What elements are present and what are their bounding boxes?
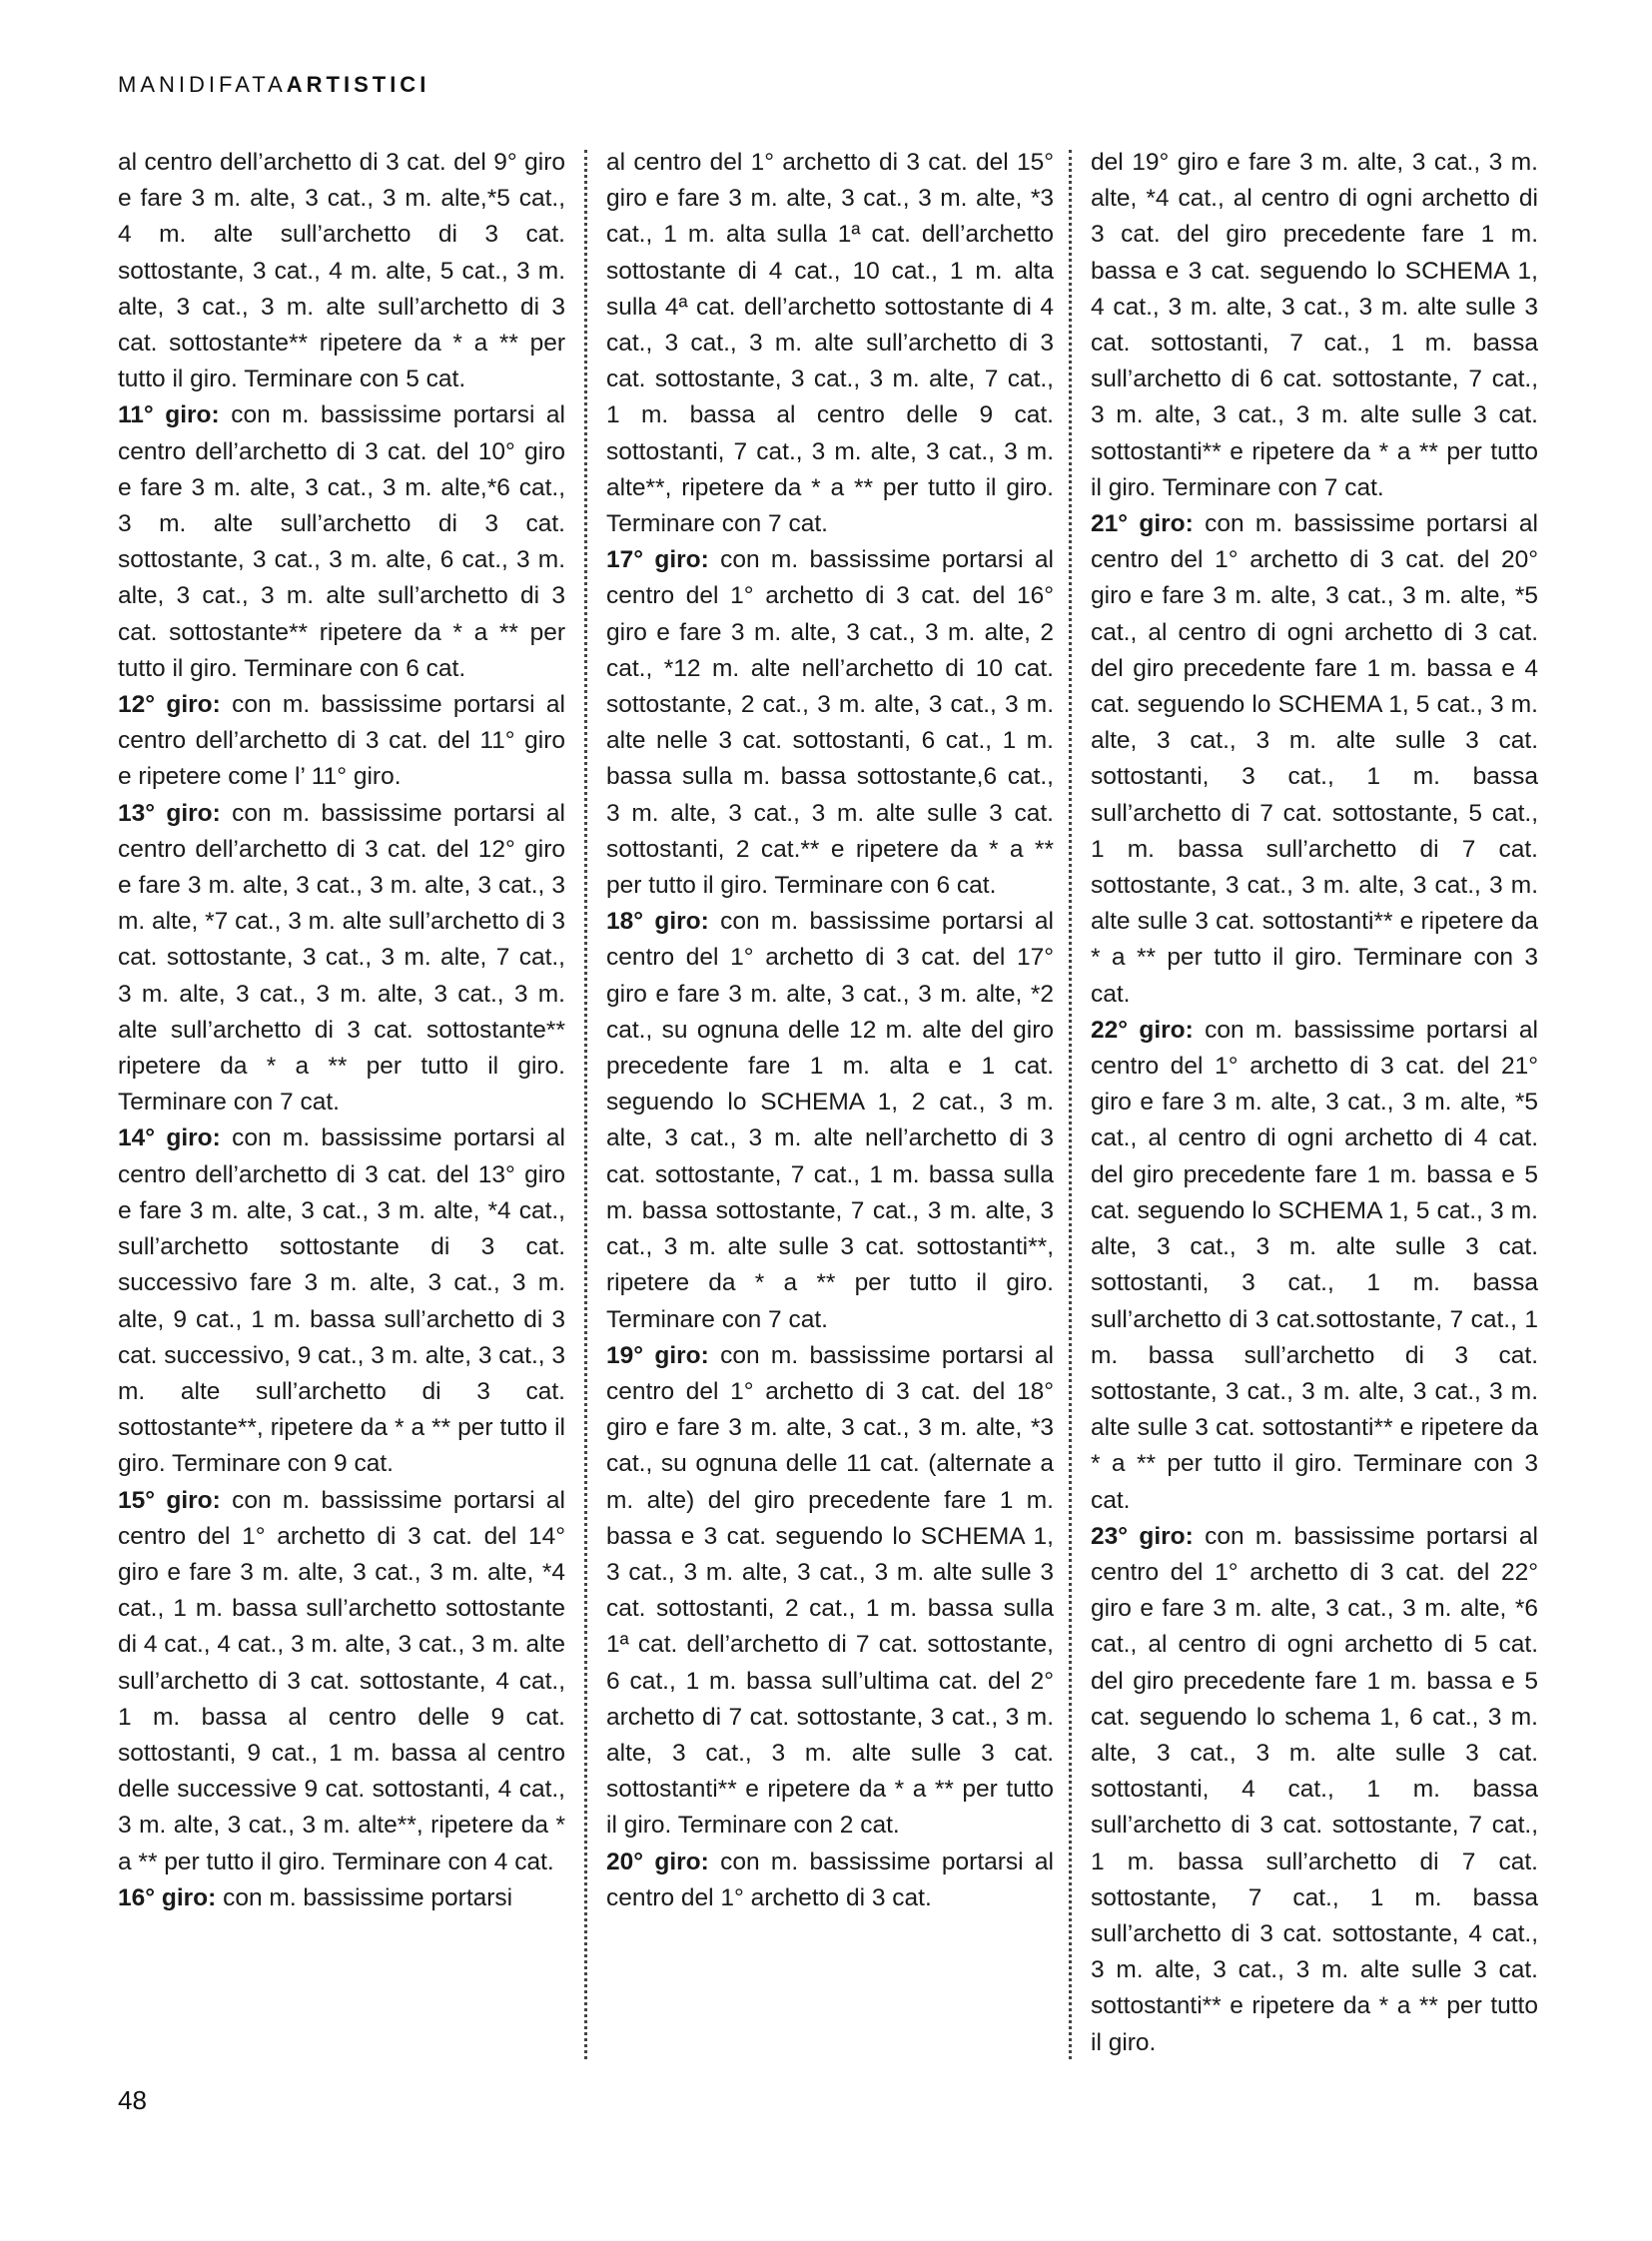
- round-label: 22° giro:: [1091, 1016, 1194, 1044]
- paragraph: 13° giro: con m. bassissime portarsi al centro dell’archetto di 3 cat. del 12° giro e fare 3 m. alte, 3 cat., 3 m. alte, 3 cat., 3 m. alte, *7 cat., 3 m. alte sull’archetto di 3 cat. sottostante, 3 cat., 3 m. alte, 7 cat., 3 m. alte, 3 cat., 3 m. alte, 3 cat., 3 m. alte sull’archetto di 3 cat. sottostante** ripetere da * a ** per tutto il giro. Terminare con 7 cat.: [118, 799, 566, 1117]
- paragraph: 12° giro: con m. bassissime portarsi al centro dell’archetto di 3 cat. del 11° giro e ripetere come l’ 11° giro.: [118, 691, 565, 791]
- paragraph: 20° giro: con m. bassissime portarsi al centro del 1° archetto di 3 cat.: [606, 1848, 1054, 1911]
- brand-light: MANIDIFATA: [118, 72, 287, 97]
- paragraph: 15° giro: con m. bassissime portarsi al centro del 1° archetto di 3 cat. del 14° giro e fare 3 m. alte, 3 cat., 3 m. alte, *4 cat., 1 m. bassa sull’archetto sottostante di 4 cat., 4 cat., 3 m. alte, 3 cat., 3 m. alte sull’archetto di 3 cat. sottostante, 4 cat., 1 m. bassa al centro delle 9 cat. sottostanti, 9 cat., 1 m. bassa al centro delle successive 9 cat. sottostanti, 4 cat., 3 m. alte, 3 cat., 3 m. alte**, ripetere da * a ** per tutto il giro. Terminare con 4 cat.: [118, 1486, 566, 1875]
- text-column-2: [606, 145, 1054, 1916]
- paragraph: 22° giro: con m. bassissime portarsi al centro del 1° archetto di 3 cat. del 21° giro e fare 3 m. alte, 3 cat., 3 m. alte, *5 cat., al centro di ogni archetto di 4 cat. del giro precedente fare 1 m. bassa e 5 cat. seguendo lo SCHEMA 1, 5 cat., 3 m. alte, 3 cat., 3 m. alte sulle 3 cat. sottostanti, 3 cat., 1 m. bassa sull’archetto di 3 cat.sottostante, 7 cat., 1 m. bassa sull’archetto di 3 cat. sottostante, 3 cat., 3 m. alte, 3 cat., 3 m. alte sulle 3 cat. sottostanti** e ripetere da * a ** per tutto il giro. Terminare con 3 cat.: [1091, 1016, 1538, 1514]
- paragraph: 21° giro: con m. bassissime portarsi al centro del 1° archetto di 3 cat. del 20° giro e fare 3 m. alte, 3 cat., 3 m. alte, *5 cat., al centro di ogni archetto di 3 cat. del giro precedente fare 1 m. bassa e 4 cat. seguendo lo SCHEMA 1, 5 cat., 3 m. alte, 3 cat., 3 m. alte sulle 3 cat. sottostanti, 3 cat., 1 m. bassa sull’archetto di 7 cat. sottostante, 5 cat., 1 m. bassa sull’archetto di 7 cat. sottostante, 3 cat., 3 m. alte, 3 cat., 3 m. alte sulle 3 cat. sottostanti** e ripetere da * a ** per tutto il giro. Terminare con 3 cat.: [1091, 510, 1538, 1008]
- round-label: 12° giro:: [118, 691, 221, 719]
- text-column-1: [118, 145, 565, 1916]
- paragraph: 23° giro: con m. bassissime portarsi al centro del 1° archetto di 3 cat. del 22° giro e fare 3 m. alte, 3 cat., 3 m. alte, *6 cat., al centro di ogni archetto di 5 cat. del giro precedente fare 1 m. bassa e 5 cat. seguendo lo schema 1, 6 cat., 3 m. alte, 3 cat., 3 m. alte sulle 3 cat. sottostanti, 4 cat., 1 m. bassa sull’archetto di 3 cat. sottostante, 7 cat., 1 m. bassa sull’archetto di 7 cat. sottostante, 7 cat., 1 m. bassa sull’archetto di 3 cat. sottostante, 4 cat., 3 m. alte, 3 cat., 3 m. alte sulle 3 cat. sottostanti** e ripetere da * a ** per tutto il giro.: [1091, 1522, 1538, 2056]
- text-column-3: [1091, 145, 1538, 2061]
- round-label: 16° giro:: [118, 1883, 217, 1911]
- column-divider: [1069, 150, 1072, 2059]
- round-label: 20° giro:: [606, 1848, 709, 1875]
- paragraph: 16° giro: con m. bassissime portarsi: [118, 1883, 513, 1911]
- paragraph: 19° giro: con m. bassissime portarsi al centro del 1° archetto di 3 cat. del 18° giro e fare 3 m. alte, 3 cat., 3 m. alte, *3 cat., su ognuna delle 11 cat. (alternate a m. alte) del giro precedente fare 1 m. bassa e 3 cat. seguendo lo SCHEMA 1, 3 cat., 3 m. alte, 3 cat., 3 m. alte sulle 3 cat. sottostanti, 2 cat., 1 m. bassa sulla 1ª cat. dell’archetto di 7 cat. sottostante, 6 cat., 1 m. bassa sull’ultima cat. del 2° archetto di 7 cat. sottostante, 3 cat., 3 m. alte, 3 cat., 3 m. alte sulle 3 cat. sottostanti** e ripetere da * a ** per tutto il giro. Terminare con 2 cat.: [606, 1341, 1054, 1840]
- round-label: 21° giro:: [1091, 510, 1194, 538]
- paragraph: al centro del 1° archetto di 3 cat. del 15° giro e fare 3 m. alte, 3 cat., 3 m. alte, *3 cat., 1 m. alta sulla 1ª cat. dell’archetto sottostante di 4 cat., 10 cat., 1 m. alta sulla 4ª cat. dell’archetto sottostante di 4 cat., 3 cat., 3 m. alte sull’archetto di 3 cat. sottostante, 3 cat., 3 m. alte, 7 cat., 1 m. bassa al centro delle 9 cat. sottostanti, 7 cat., 3 m. alte, 3 cat., 3 m. alte**, ripetere da * a ** per tutto il giro. Terminare con 7 cat.: [606, 149, 1054, 538]
- paragraph: 17° giro: con m. bassissime portarsi al centro del 1° archetto di 3 cat. del 16° giro e fare 3 m. alte, 3 cat., 3 m. alte, 2 cat., *12 m. alte nell’archetto di 10 cat. sottostante, 2 cat., 3 m. alte, 3 cat., 3 m. alte nelle 3 cat. sottostanti, 6 cat., 1 m. bassa sulla m. bassa sottostante,6 cat., 3 m. alte, 3 cat., 3 m. alte sulle 3 cat. sottostanti, 2 cat.** e ripetere da * a ** per tutto il giro. Terminare con 6 cat.: [606, 546, 1054, 900]
- round-label: 23° giro:: [1091, 1522, 1194, 1550]
- page-number: 48: [118, 2085, 147, 2115]
- round-label: 13° giro:: [118, 799, 221, 827]
- round-label: 19° giro:: [606, 1341, 709, 1369]
- round-label: 15° giro:: [118, 1486, 221, 1514]
- paragraph: al centro dell’archetto di 3 cat. del 9° giro e fare 3 m. alte, 3 cat., 3 m. alte,*5 cat., 4 m. alte sull’archetto di 3 cat. sottostante, 3 cat., 4 m. alte, 5 cat., 3 m. alte, 3 cat., 3 m. alte sull’archetto di 3 cat. sottostante** ripetere da * a ** per tutto il giro. Terminare con 5 cat.: [118, 149, 565, 393]
- brand-bold: ARTISTICI: [286, 72, 430, 97]
- round-label: 17° giro:: [606, 546, 709, 574]
- paragraph: 18° giro: con m. bassissime portarsi al centro del 1° archetto di 3 cat. del 17° giro e fare 3 m. alte, 3 cat., 3 m. alte, *2 cat., su ognuna delle 12 m. alte del giro precedente fare 1 m. alta e 1 cat. seguendo lo SCHEMA 1, 2 cat., 3 m. alte, 3 cat., 3 m. alte nell’archetto di 3 cat. sottostante, 7 cat., 1 m. bassa sulla m. bassa sottostante, 7 cat., 3 m. alte, 3 cat., 3 m. alte sulle 3 cat. sottostanti**, ripetere da * a ** per tutto il giro. Terminare con 7 cat.: [606, 908, 1054, 1333]
- paragraph: 11° giro: con m. bassissime portarsi al centro dell’archetto di 3 cat. del 10° giro e fare 3 m. alte, 3 cat., 3 m. alte,*6 cat., 3 m. alte sull’archetto di 3 cat. sottostante, 3 cat., 3 m. alte, 6 cat., 3 m. alte, 3 cat., 3 m. alte sull’archetto di 3 cat. sottostante** ripetere da * a ** per tutto il giro. Terminare con 6 cat.: [118, 401, 566, 682]
- paragraph: del 19° giro e fare 3 m. alte, 3 cat., 3 m. alte, *4 cat., al centro di ogni archetto di 3 cat. del giro precedente fare 1 m. bassa e 3 cat. seguendo lo SCHEMA 1, 4 cat., 3 m. alte, 3 cat., 3 m. alte sulle 3 cat. sottostanti, 7 cat., 1 m. bassa sull’archetto di 6 cat. sottostante, 7 cat., 3 m. alte, 3 cat., 3 m. alte sulle 3 cat. sottostanti** e ripetere da * a ** per tutto il giro. Terminare con 7 cat.: [1091, 149, 1538, 501]
- column-divider: [584, 150, 587, 2059]
- round-label: 14° giro:: [118, 1124, 221, 1152]
- paragraph: 14° giro: con m. bassissime portarsi al centro dell’archetto di 3 cat. del 13° giro e fare 3 m. alte, 3 cat., 3 m. alte, *4 cat., sull’archetto sottostante di 3 cat. successivo fare 3 m. alte, 3 cat., 3 m. alte, 9 cat., 1 m. bassa sull’archetto di 3 cat. successivo, 9 cat., 3 m. alte, 3 cat., 3 m. alte sull’archetto di 3 cat. sottostante**, ripetere da * a ** per tutto il giro. Terminare con 9 cat.: [118, 1124, 565, 1478]
- round-label: 11° giro:: [118, 401, 220, 429]
- round-label: 18° giro:: [606, 908, 709, 936]
- magazine-header: [118, 72, 429, 98]
